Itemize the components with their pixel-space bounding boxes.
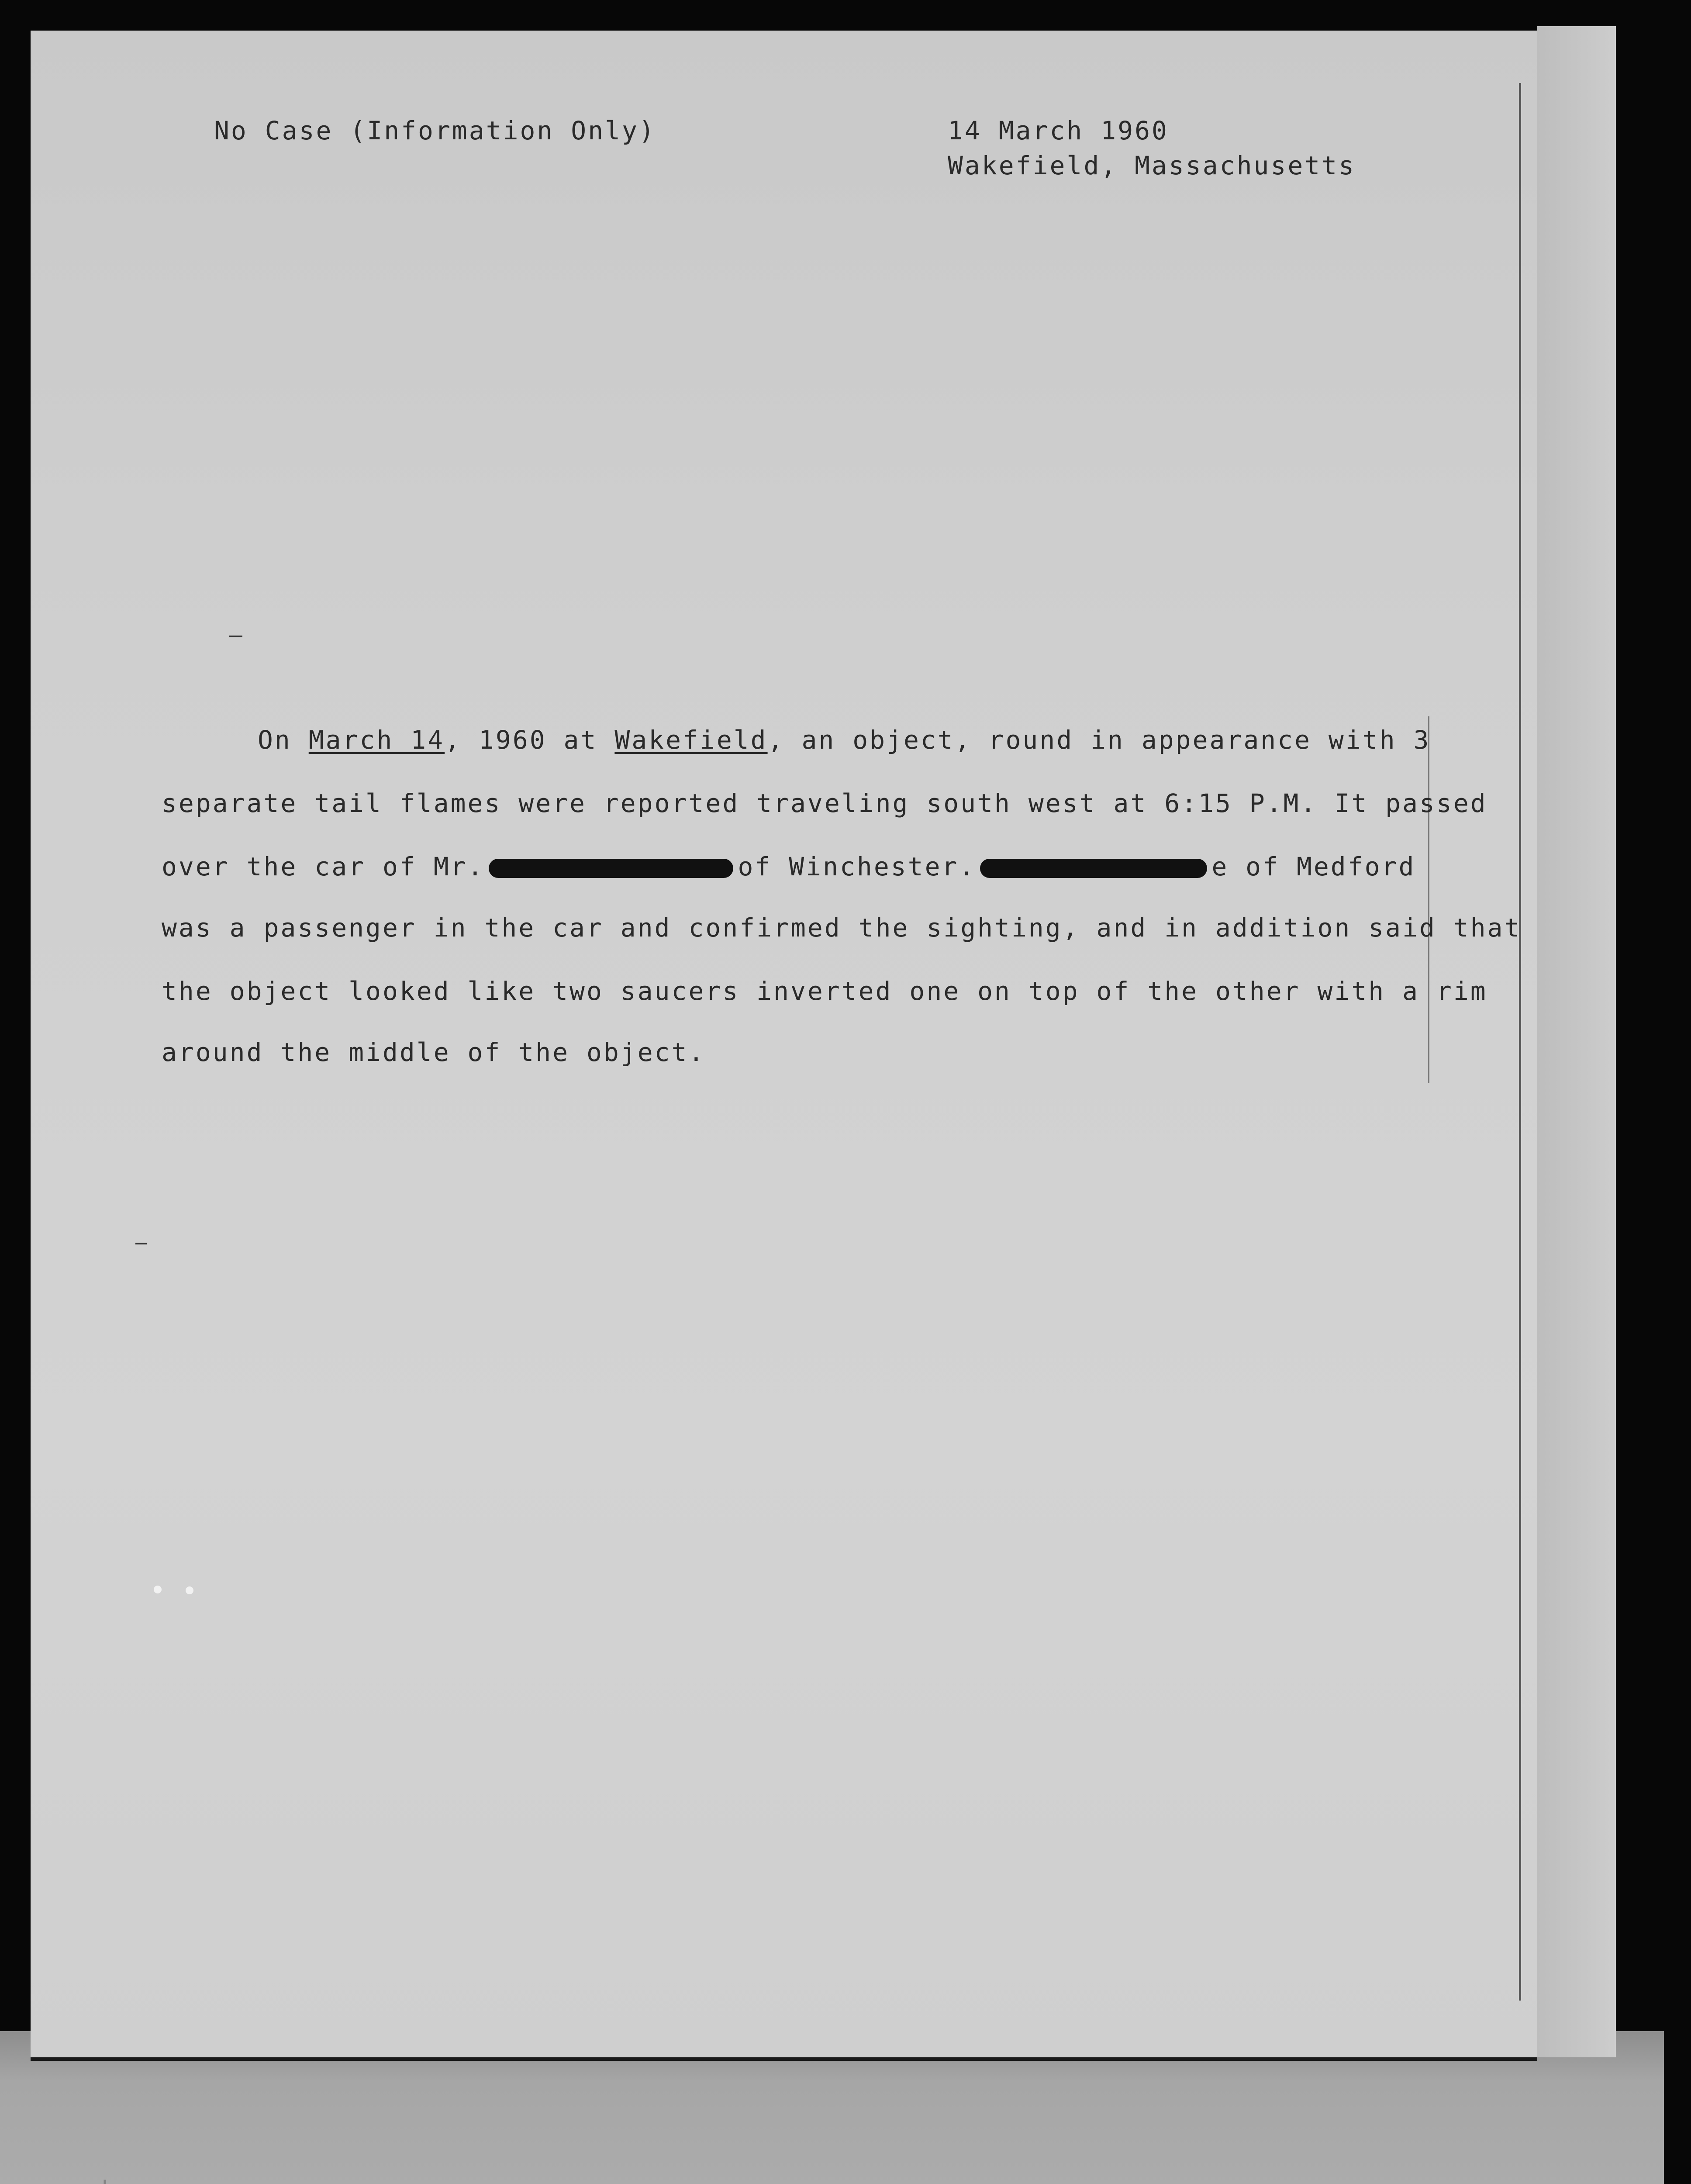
- body-line-3-part-b: of Winchester.: [738, 852, 976, 881]
- body-line-1-prefix: On: [258, 725, 309, 755]
- body-place-underlined: Wakefield: [614, 725, 768, 755]
- stray-mark: [135, 1243, 147, 1244]
- body-line-4: was a passenger in the car and confirmed the sighting, and in addition said that: [162, 913, 1522, 943]
- body-line-6: around the middle of the object.: [162, 1037, 706, 1067]
- handwritten-scribble: [52, 2149, 236, 2184]
- redaction-bar: [980, 859, 1207, 878]
- body-line-3-part-a: over the car of Mr.: [162, 852, 485, 881]
- body-line-3-part-c: e of Medford: [1211, 852, 1416, 881]
- stray-mark: [229, 636, 242, 637]
- page-edge-shadow: [1537, 26, 1616, 2057]
- dust-speck: [154, 1586, 162, 1593]
- body-line-1: [258, 727, 1430, 753]
- dust-speck: [186, 1586, 193, 1594]
- body-line-1-mid: , 1960 at: [445, 725, 615, 755]
- body-line-2: separate tail flames were reported traveling south west at 6:15 P.M. It passed: [162, 788, 1487, 818]
- body-line-3: [162, 854, 1415, 879]
- margin-line: [1428, 716, 1429, 1083]
- body-line-1-rest: , an object, round in appearance with 3: [767, 725, 1431, 755]
- report-date: 14 March 1960: [948, 116, 1169, 145]
- page-fold-line: [1519, 83, 1521, 2001]
- case-label: No Case (Information Only): [214, 116, 656, 145]
- body-line-5: the object looked like two saucers inverted one on top of the other with a rim: [162, 976, 1487, 1006]
- redaction-bar: [489, 859, 733, 878]
- body-date-underlined: March 14: [308, 725, 445, 755]
- report-location: Wakefield, Massachusetts: [948, 151, 1356, 180]
